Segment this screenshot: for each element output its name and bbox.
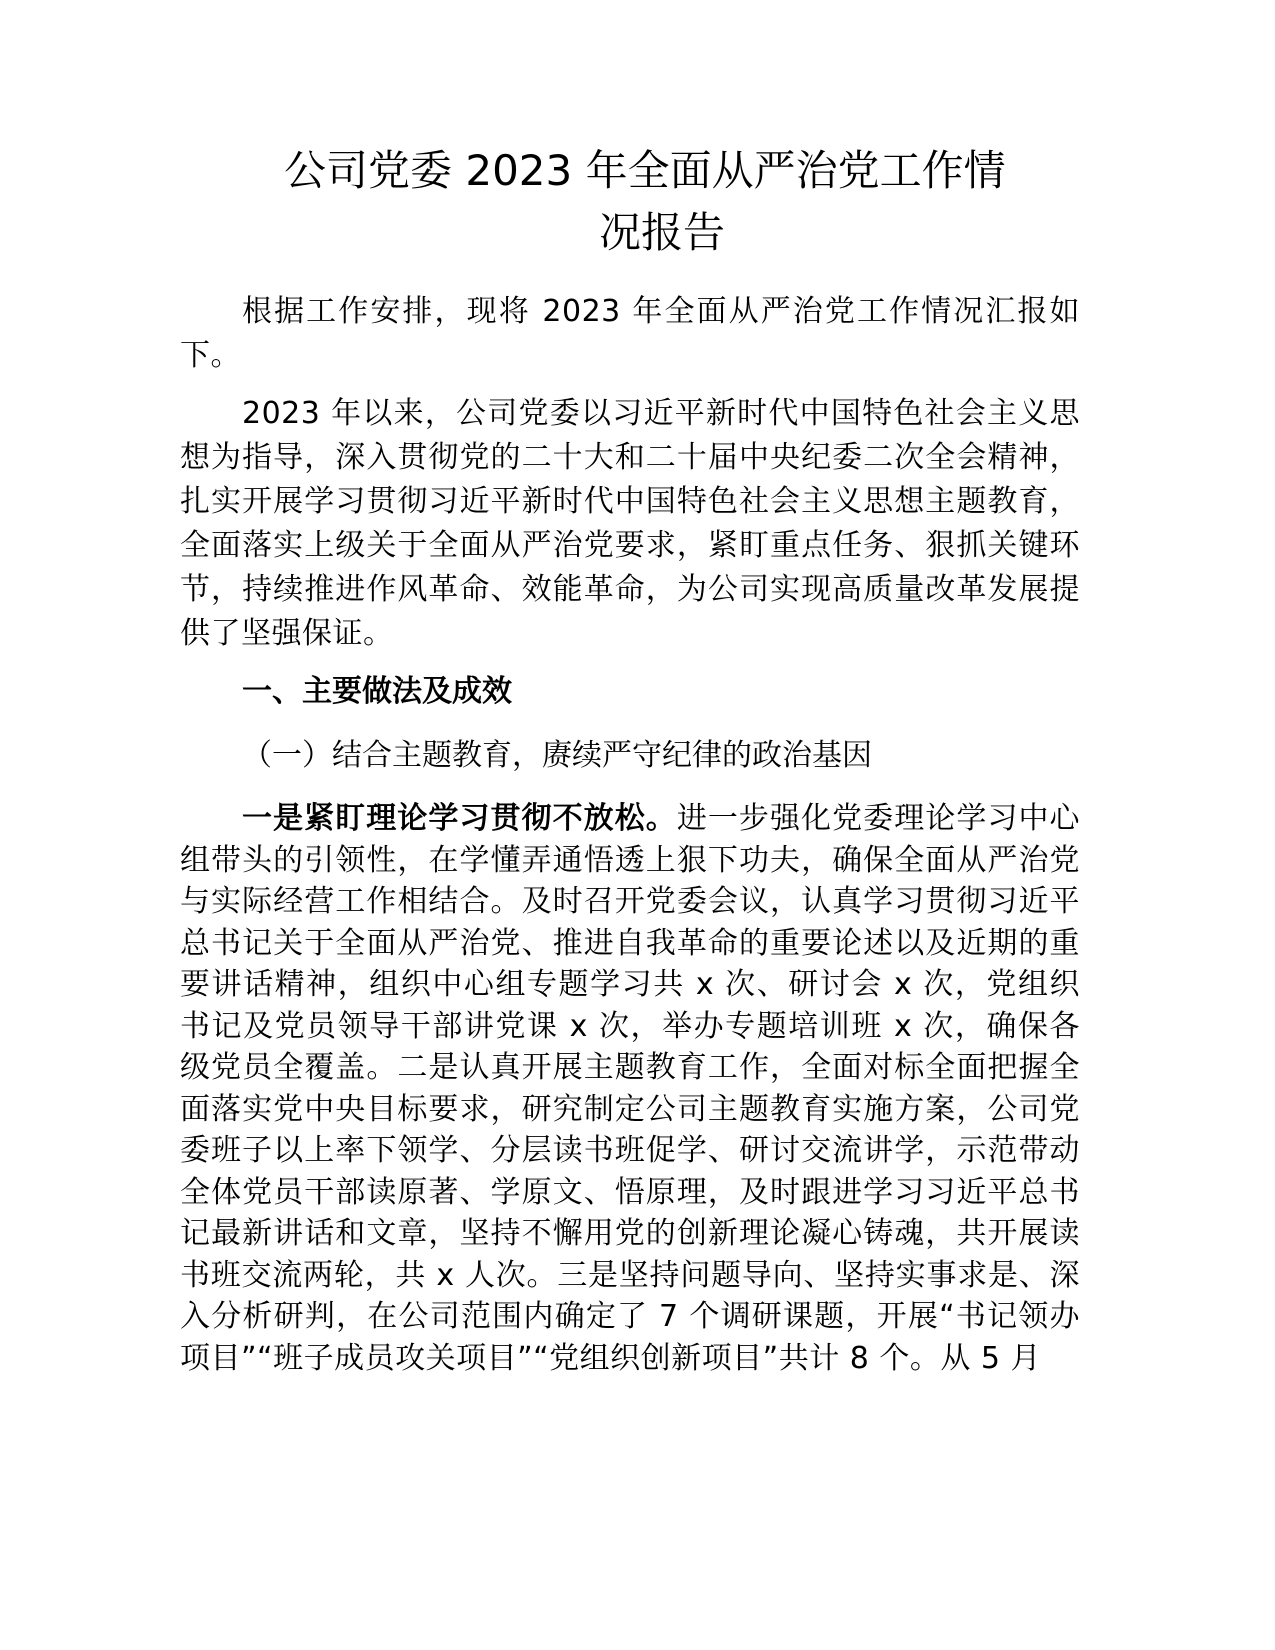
section-heading: 一、主要做法及成效 [242,674,512,709]
title-line-1: 公司党委 2023 年全面从严治党工作情 [284,146,1006,195]
point-lead: 一是紧盯理论学习贯彻不放松。 [242,801,677,836]
overview-paragraph: 2023 年以来，公司党委以习近平新时代中国特色社会主义思想为指导，深入贯彻党的二十大和二十届中央纪委二次全会精神，扎实开展学习贯彻习近平新时代中国特色社会主义思想主题教育，全面落实上级关于全面从严治党要求，紧盯重点任务、狠抓关键环节，持续推进作风革命、效能革命，为公司实现高质量改革发展提供了坚强保证。 [180,396,1080,651]
body-paragraph [180,798,1080,1379]
document-body [180,140,1080,1379]
subsection-heading: （一）结合主题教育，赓续严守纪律的政治基因 [242,738,872,773]
point-body: 进一步强化党委理论学习中心组带头的引领性，在学懂弄通悟透上狠下功夫，确保全面从严治党与实际经营工作相结合。及时召开党委会议，认真学习贯彻习近平总书记关于全面从严治党、推进自我革命的重要论述以及近期的重要讲话精神，组织中心组专题学习共 x 次、研讨会 x 次，党组织书记及党员领导干部讲党课 x 次，举办专题培训班 x 次，确保各级党员全覆盖。二是认真开展主题教育工作，全面对标全面把握全面落实党中央目标要求，研究制定公司主题教育实施方案，公司党委班子以上率下领学、分层读书班促学、研讨交流讲学，示范带动全体党员干部读原著、学原文、悟原理，及时跟进学习习近平总书记最新讲话和文章，坚持不懈用党的创新理论凝心铸魂，共开展读书班交流两轮，共 x 人次。三是坚持问题导向、坚持实事求是、深入分析研判，在公司范围内确定了 7 个调研课题，开展“书记领办项目”“班子成员攻关项目”“党组织创新项目”共计 8 个。从 5 月 [180,801,1081,1376]
intro-paragraph: 根据工作安排，现将 2023 年全面从严治党工作情况汇报如下。 [180,294,1080,373]
document-title [180,140,1080,264]
title-line-2: 况报告 [598,208,725,257]
